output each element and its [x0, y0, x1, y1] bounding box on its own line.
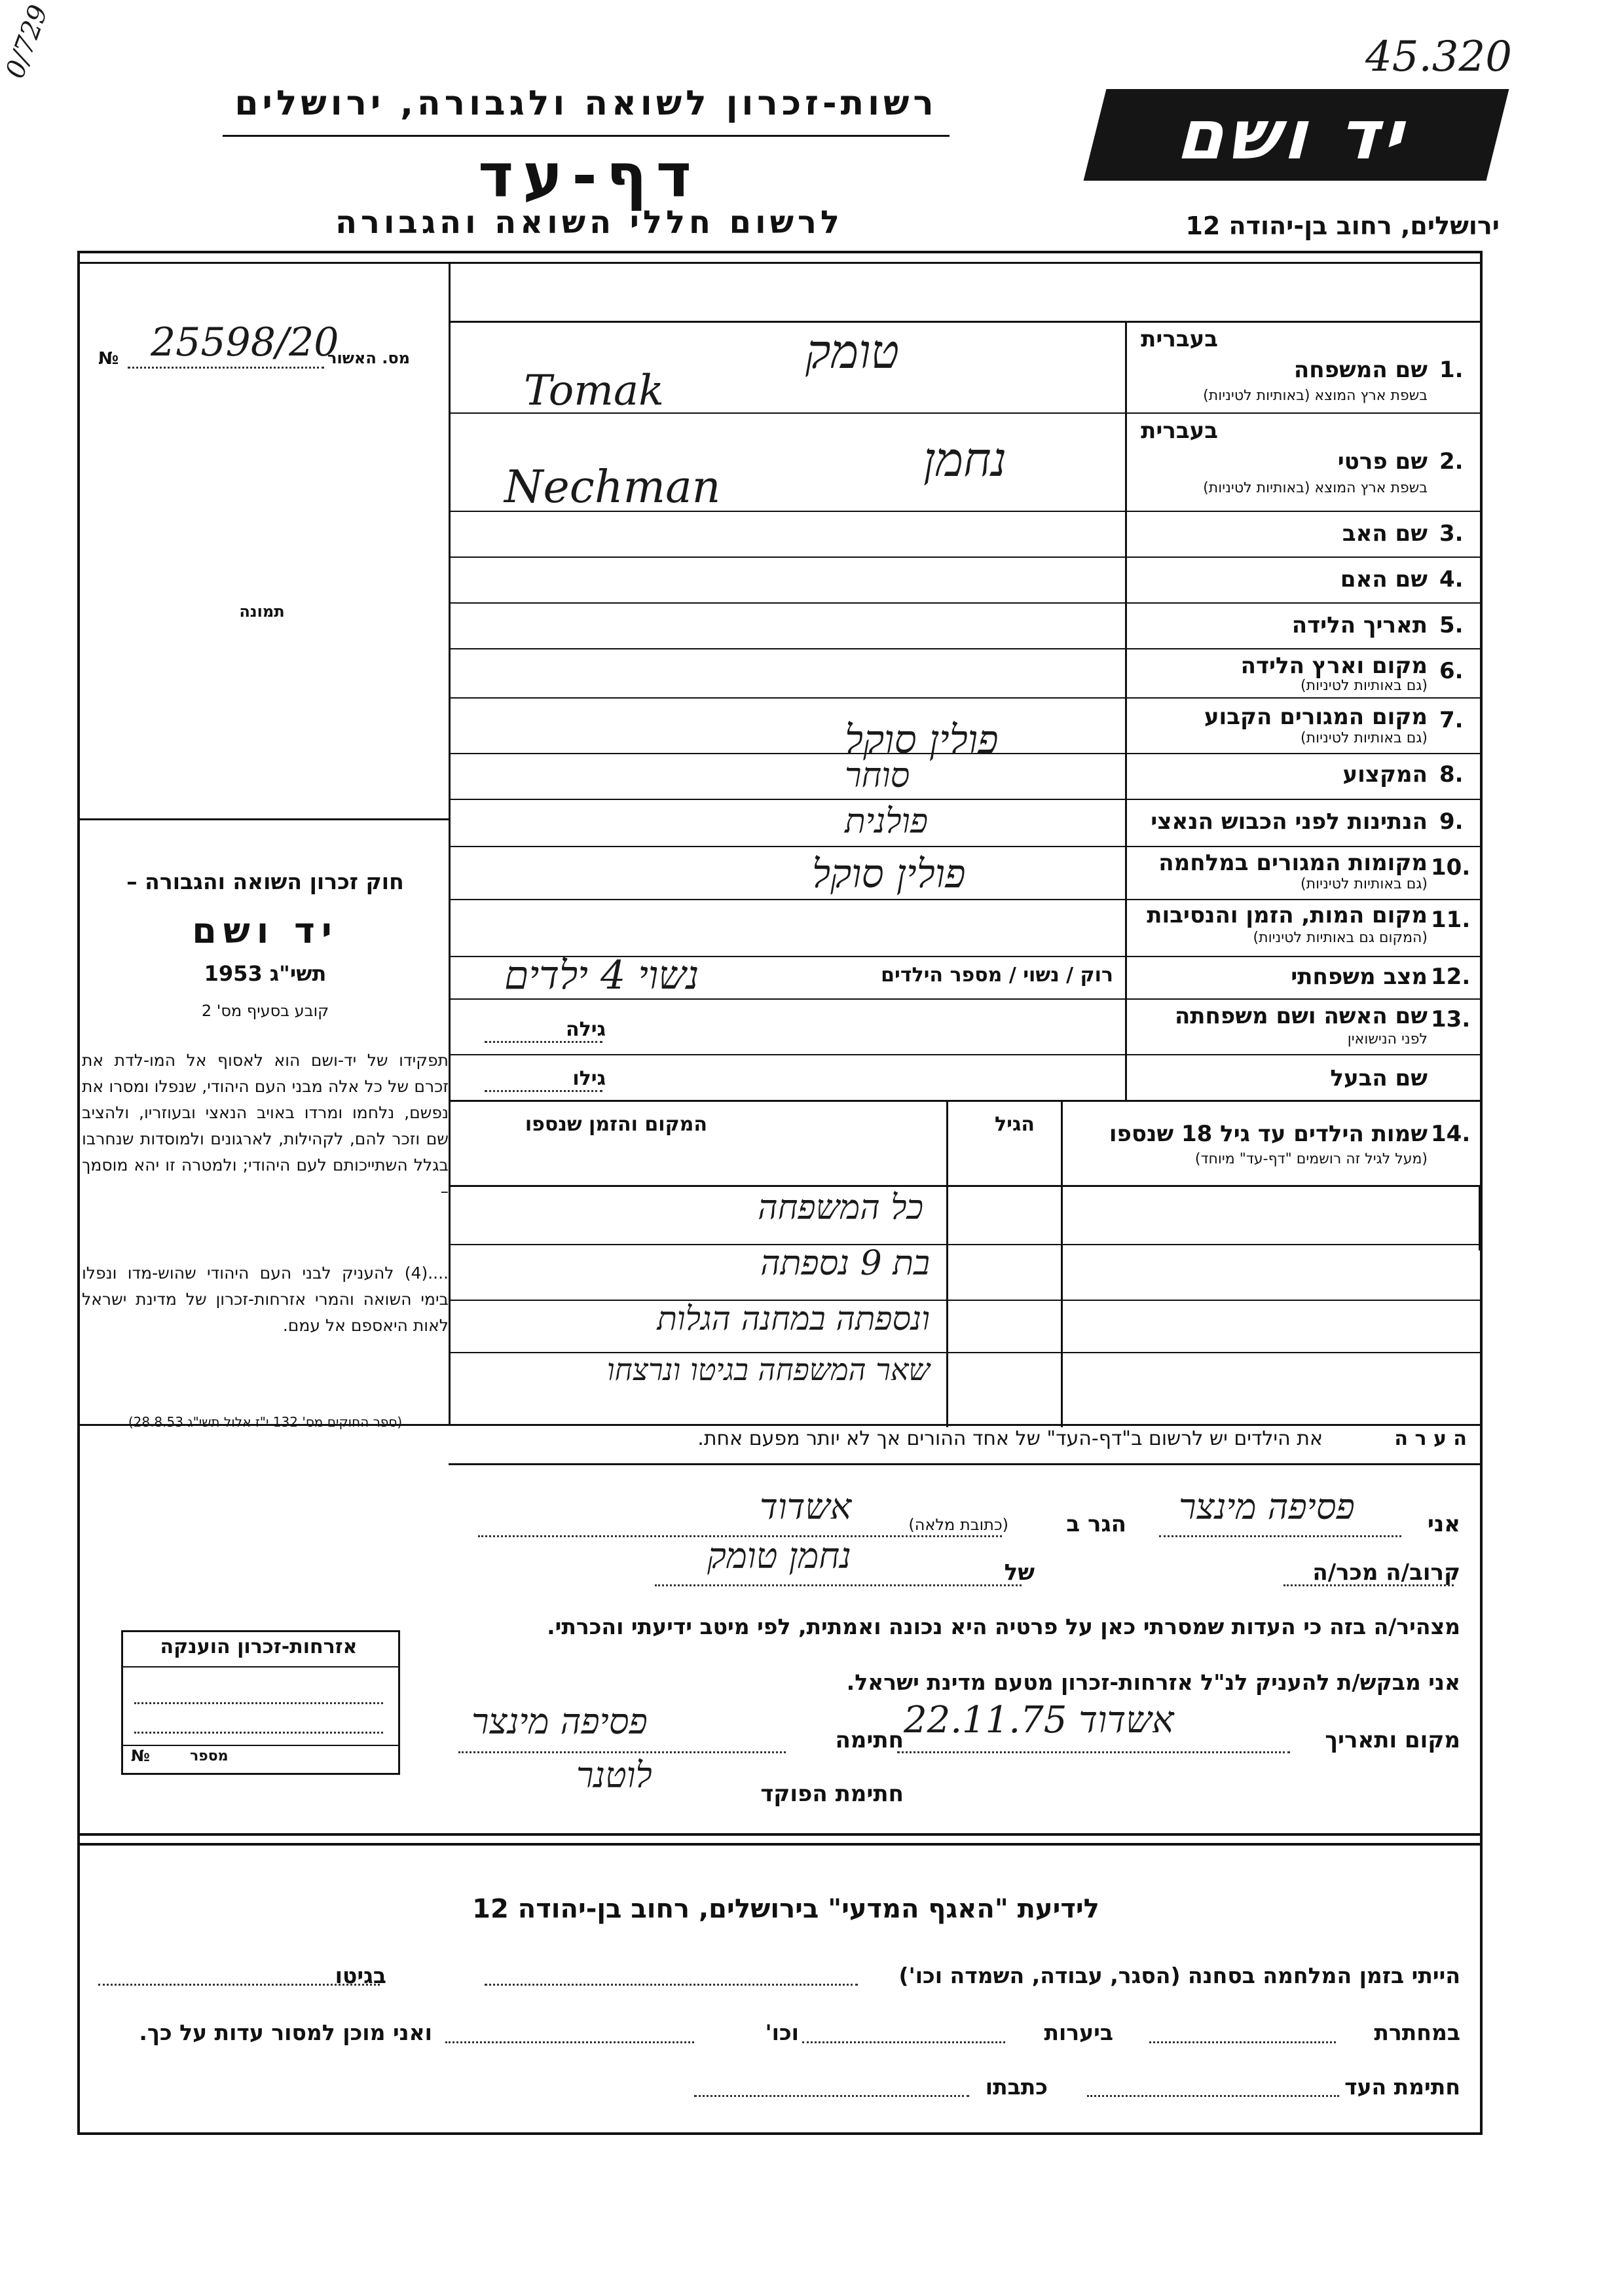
death-place-label: מקום המות, הזמן והנסיבות — [1147, 902, 1428, 928]
war-residence-latin-note: (גם באותיות לטיניות) — [1301, 876, 1428, 892]
death-place-latin-note: (המקום גם באותיות לטיניות) — [1253, 930, 1428, 946]
resides-value: אשדוד — [760, 1486, 852, 1527]
relative-line — [1283, 1584, 1454, 1586]
field-number-4: 4. — [1439, 566, 1464, 592]
law-year: תשי"ג 1953 — [204, 961, 327, 986]
wife-name-sub: לפני הנישואין — [1347, 1031, 1428, 1048]
children-place-column-header: המקום והזמן שנספו — [525, 1113, 707, 1136]
row-13-husband — [449, 1054, 1480, 1055]
bottom-address-label: כתבתו — [985, 2074, 1048, 2100]
of-label: של — [1004, 1559, 1035, 1586]
bottom-line1-label: הייתי בזמן המלחמה בסחנה (הסגר, עבודה, השמדה וכו') — [898, 1963, 1460, 1988]
field-number-5: 5. — [1439, 612, 1464, 638]
row-10-11 — [449, 899, 1480, 900]
residence-latin-note: (גם באותיות לטיניות) — [1301, 730, 1428, 746]
first-name-hebrew: נחמן — [923, 432, 1007, 487]
of-value: נחמן טומק — [707, 1535, 851, 1576]
note-text: את הילדים יש לרשום ב"דף-העד" של אחד ההורים אך לא יותר מפעם אחת. — [697, 1427, 1323, 1450]
row-9-10 — [449, 846, 1480, 847]
bottom-ghetto-label: בגיטו — [335, 1963, 386, 1988]
field-number-8: 8. — [1439, 761, 1464, 788]
marital-status-options: רוק / נשוי / מספר הילדים — [881, 964, 1113, 987]
bottom-line3-fill-1 — [1087, 2095, 1339, 2097]
citizenship-value: פולנית — [845, 802, 929, 841]
row-3-4 — [449, 556, 1480, 558]
field-number-9: 9. — [1439, 809, 1464, 835]
photo-bottom — [77, 818, 449, 820]
children-label: שמות הילדים עד גיל 18 שנספו — [1109, 1121, 1428, 1147]
origin-language-note-2: בשפת ארץ המוצא (באותיות לטיניות) — [1203, 480, 1428, 496]
war-residence-label: מקומות המגורים במלחמה — [1158, 850, 1428, 876]
in-hebrew-label-2: בעברית — [1141, 418, 1218, 444]
approval-label: מס. האשור — [327, 349, 410, 367]
birth-place-label: מקום וארץ הלידה — [1240, 653, 1428, 679]
photo-label: תמונה — [239, 602, 285, 621]
children-header-bottom — [449, 1185, 1480, 1187]
wife-age-label: גילה — [566, 1018, 606, 1041]
bottom-line1-fill-1 — [485, 1984, 858, 1986]
officer-signature-label: חתימת הפוקד — [760, 1781, 904, 1807]
place-date-value: אשדוד 22.11.75 — [904, 1699, 1174, 1741]
divider-left-panel — [449, 262, 451, 1424]
divider-labels — [1125, 321, 1127, 1100]
org-line: רשות-זכרון לשואה ולגבורה, ירושלים — [234, 84, 938, 123]
officer-signature-value: לוטנר — [576, 1755, 652, 1796]
note-label: ה ע ר ה — [1394, 1427, 1467, 1450]
husband-age-label: גילו — [572, 1067, 606, 1090]
bottom-testimony-label: ואני מוכן למסור עדות על כך. — [139, 2020, 432, 2045]
bottom-line3-fill-2 — [694, 2095, 969, 2097]
form-subtitle: לרשום חללי השואה והגבורה — [335, 204, 843, 241]
husband-name-label: שם הבעל — [1330, 1065, 1428, 1091]
signature-line — [458, 1751, 786, 1753]
in-hebrew-label-1: בעברית — [1141, 326, 1218, 352]
field-number-6: 6. — [1439, 658, 1464, 684]
surname-label: שם המשפחה — [1293, 357, 1428, 383]
row-12-13 — [449, 998, 1480, 1000]
profession-label: המקצוע — [1342, 761, 1428, 788]
place-date-label: מקום ותאריך — [1325, 1727, 1460, 1753]
marital-status-value: נשוי 4 ילדים — [504, 953, 699, 998]
bottom-line2-fill-1 — [1149, 2041, 1336, 2043]
child-entry-2: בת 9 נספתה — [760, 1244, 930, 1283]
law-reference: (ספר החוקים מס' 132 י"ז אלול תשי"ג 28.8.53) — [128, 1414, 403, 1430]
form-title: דף-עד — [478, 141, 701, 211]
bottom-forests-label: ביערות — [1044, 2020, 1113, 2045]
bottom-divider-2 — [77, 1843, 1480, 1846]
approval-line — [128, 367, 324, 369]
bottom-title: לידיעת "האגף המדעי" בירושלים, רחוב בן-יהודה 12 — [472, 1894, 1099, 1924]
wife-name-label: שם האשה ושם משפחתה — [1174, 1003, 1428, 1029]
bottom-line1-fill-2 — [98, 1984, 380, 1986]
profession-value: סוחר — [845, 756, 910, 795]
row-top — [449, 321, 1480, 323]
child-entry-4: שאר המשפחה בגיטו ונרצחו — [606, 1352, 930, 1387]
mother-name-label: שם האם — [1340, 566, 1428, 592]
archive-number: 45.320 — [1365, 33, 1512, 81]
row-5-6 — [449, 648, 1480, 649]
org-underline — [223, 135, 950, 137]
row-6-7 — [449, 697, 1480, 699]
bottom-line2-fill-2 — [802, 2041, 1005, 2043]
bottom-line2-fill-3 — [445, 2041, 694, 2043]
children-col-divider-1 — [1061, 1100, 1063, 1427]
citizenship-no-sign: № — [131, 1747, 150, 1765]
children-age-column-header: הגיל — [995, 1113, 1035, 1136]
law-section: קובע בסעיף מס' 2 — [201, 1002, 329, 1020]
surname-latin: Tomak — [524, 367, 664, 415]
war-residence-value: פולין סוקל — [812, 851, 966, 897]
first-name-label: שם פרטי — [1337, 448, 1428, 475]
first-name-latin: Nechman — [504, 462, 721, 513]
children-right-edge — [1479, 1185, 1481, 1250]
children-sub: (מעל לגיל זה רושמים "דף-עד" מיוחד) — [1194, 1151, 1428, 1167]
residence-value: פולין סוקל — [845, 717, 999, 763]
frame-top-inner — [77, 262, 1480, 264]
field-number-3: 3. — [1439, 520, 1464, 547]
marital-status-label: מצב משפחתי — [1291, 964, 1428, 990]
declarant-i-label: אני — [1427, 1511, 1460, 1537]
declarant-name: פסיפה מינצר — [1179, 1486, 1355, 1527]
bottom-etc-label: וכו' — [765, 2020, 799, 2045]
yad-vashem-logo: יד ושם — [1084, 89, 1509, 181]
husband-age-line — [485, 1090, 602, 1092]
law-title: חוק זכרון השואה והגבורה – — [126, 869, 404, 894]
origin-language-note-1: בשפת ארץ המוצא (באותיות לטיניות) — [1203, 388, 1428, 404]
signature-value: פסיפה מינצר — [471, 1701, 648, 1742]
field-number-7: 7. — [1439, 707, 1464, 733]
margin-note: 0/729 — [0, 1, 54, 82]
citizenship-label: הנתינות לפני הכבוש הנאצי — [1151, 809, 1428, 835]
citizenship-box-line-1 — [134, 1702, 383, 1704]
row-4-5 — [449, 602, 1480, 604]
law-name: יד ושם — [192, 910, 339, 951]
birth-date-label: תאריך הלידה — [1291, 612, 1428, 638]
children-col-divider-2 — [946, 1100, 948, 1427]
field-number-1: 1. — [1439, 357, 1464, 383]
declarant-name-line — [1159, 1535, 1401, 1537]
residence-label: מקום המגורים הקבוע — [1204, 704, 1428, 730]
field-number-13: 13. — [1431, 1006, 1471, 1032]
child-entry-1: כל המשפחה — [758, 1188, 923, 1228]
law-text-2: ....(4) להעניק לבני העם היהודי שהוש-מדו ונפלו בימי השואה והמרי אזרחות-זכרון של מדינת ישראל לאות היאספם אל עמם. — [82, 1264, 449, 1335]
citizenship-box-line-2 — [134, 1732, 383, 1734]
note-bottom — [449, 1463, 1480, 1465]
citizenship-number-label: מספר — [190, 1748, 229, 1764]
child-entry-3: ונספתה במחנה הגלות — [657, 1300, 930, 1338]
relative-label: קרוב/ה מכר/ה — [1312, 1559, 1460, 1586]
citizenship-box-number-line — [121, 1745, 398, 1746]
of-line — [655, 1584, 1022, 1586]
address-note: (כתובת מלאה) — [908, 1516, 1008, 1534]
address: ירושלים, רחוב בן-יהודה 12 — [1185, 211, 1500, 240]
bottom-divider-1 — [77, 1833, 1480, 1836]
row-8-9 — [449, 799, 1480, 800]
approval-no-sign: № — [98, 349, 119, 369]
signature-label: חתימה — [835, 1727, 904, 1753]
field-number-12: 12. — [1431, 964, 1471, 990]
field-number-2: 2. — [1439, 448, 1464, 475]
surname-hebrew: טומק — [805, 324, 900, 379]
citizenship-box-title: אזרחות-זכרון הוענקה — [160, 1635, 358, 1658]
field-number-10: 10. — [1431, 854, 1471, 881]
field-number-11: 11. — [1431, 907, 1471, 933]
citizenship-box-title-line — [121, 1666, 398, 1667]
field-number-14: 14. — [1431, 1121, 1471, 1147]
declaration-request: אני מבקש/ת להעניק לנ"ל אזרחות-זכרון מטעם מדינת ישראל. — [846, 1669, 1460, 1695]
row-husband-14 — [449, 1100, 1480, 1102]
approval-number: 25598/20 — [151, 319, 339, 365]
father-name-label: שם האב — [1342, 520, 1428, 547]
bottom-underground-label: במחתרת — [1374, 2020, 1460, 2045]
law-text-1: תפקידו של יד-ושם הוא לאסוף אל המו-לדת את זכרם של כל אלה מבני העם היהודי, שנפלו ומסרו את נפשם, נלחמו ומרדו באויב הנאצי ובעוזריו, ולהציב שם וזכר להם, לקהילות, לארגונים ולמוסדות שנחרבו בגלל השתייכותם לעם היהודי; ולמטרה זו יהא מוסמך – — [82, 1051, 449, 1201]
birth-place-latin-note: (גם באותיות לטיניות) — [1301, 678, 1428, 694]
note-top — [77, 1424, 1480, 1426]
bottom-witness-signature-label: חתימת העד — [1344, 2074, 1460, 2100]
wife-age-line — [485, 1041, 602, 1043]
resides-label: הגר ב — [1066, 1511, 1126, 1537]
declaration-statement: מצהיר/ה בזה כי העדות שמסרתי כאן על פרטיה היא נכונה ואמתית, לפי מיטב ידיעתי והכרתי. — [547, 1614, 1460, 1639]
place-date-line — [897, 1751, 1290, 1753]
